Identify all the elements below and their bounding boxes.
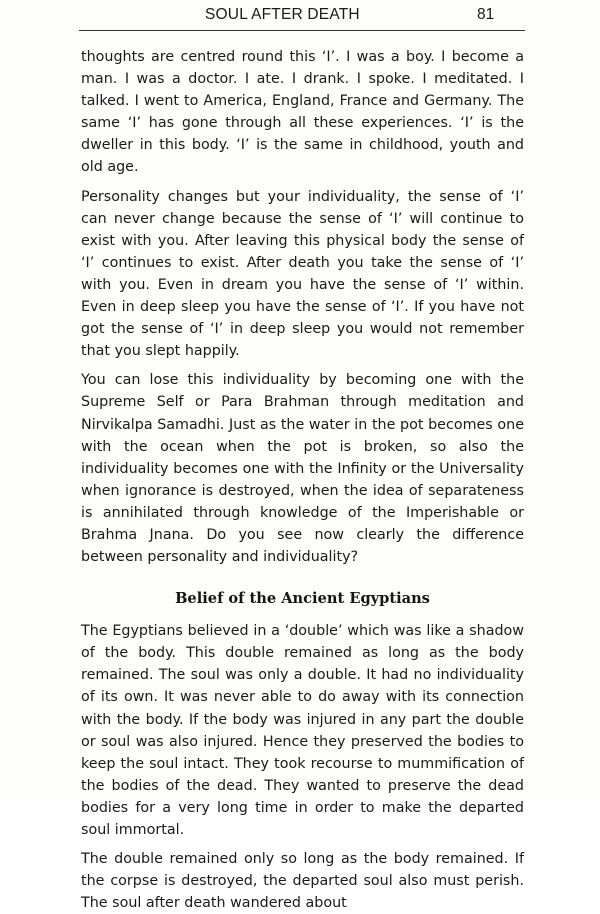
- section-paragraph-2: The double remained only so long as the body remained. If the corpse is destroyed, the departed soul also must perish. The soul after death wandered about: [81, 851, 524, 912]
- running-title: SOUL AFTER DEATH: [205, 6, 360, 23]
- paragraph-3: You can lose this individuality by becoming one with the Supreme Self or Para Brahman through meditation and Nirvikalpa Samadhi. Just as the water in the pot becomes one with the ocean when the pot is broken, so also the individuality becomes one with the Infinity or the Universality when ignorance is destroyed, when the idea of separateness is annihilated through knowledge of the Imperishable or Brahma Jnana. Do you see now clearly the difference between personality and individuality?: [81, 372, 524, 566]
- page-body: [81, 46, 524, 914]
- header-rule: [79, 30, 525, 31]
- paragraph-1: thoughts are centred round this ‘I’. I was a boy. I become a man. I was a doctor. I ate. I drank. I spoke. I meditated. I talked. I went to America, England, France and Germany. The same ‘I’ has gone through all these experiences. ‘I’ is the dweller in this body. ‘I’ is the same in childhood, youth and old age.: [81, 49, 524, 176]
- section-paragraph-1: The Egyptians believed in a ‘double’ which was like a shadow of the body. This double remained as long as the body remained. The soul was only a double. It had no individuality of its own. It was never able to do away with its connection with the body. If the body was injured in any part the double or soul was also injured. Hence they preserved the bodies to keep the soul intact. They took recourse to mummification of the bodies of the dead. They wanted to preserve the dead bodies for a very long time in order to make the departed soul immortal.: [81, 623, 524, 838]
- page-header: [0, 6, 600, 28]
- section-heading: Belief of the Ancient Egyptians: [175, 590, 430, 608]
- paragraph-2: Personality changes but your individuality, the sense of ‘I’ can never change because the sense of ‘I’ will continue to exist with you. After leaving this physical body the sense of ‘I’ continues to exist. After death you take the sense of ‘I’ with you. Even in dream you have the sense of ‘I’ within. Even in deep sleep you have the sense of ‘I’. If you have not got the sense of ‘I’ in deep sleep you would not remember that you slept happily.: [81, 188, 524, 360]
- page-number: 81: [477, 6, 495, 23]
